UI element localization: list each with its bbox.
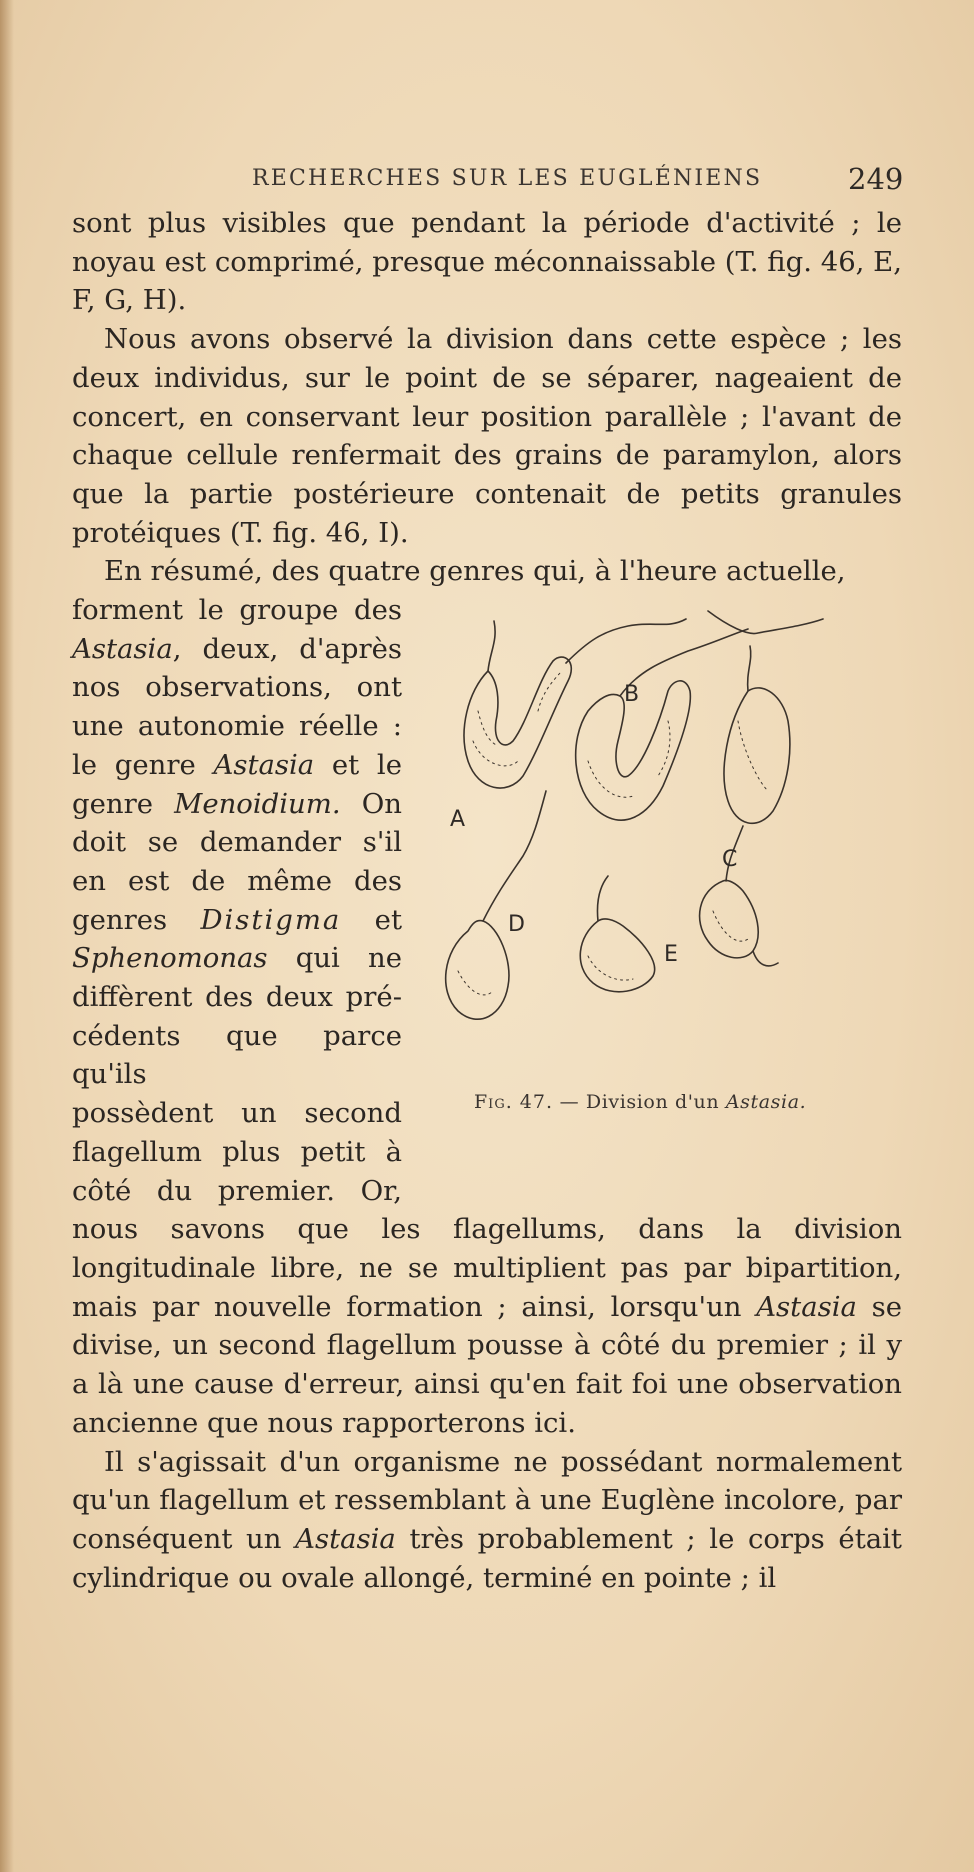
- cell-d-flagellum: [483, 791, 546, 921]
- wrap-line: [72, 939, 402, 978]
- taxon-name: Sphenomonas: [72, 942, 268, 975]
- paragraph-4: [72, 1443, 902, 1598]
- wrap-line: [72, 785, 402, 824]
- paragraph-1: sont plus visibles que pendant la période d'activité ; le noyau est comprimé, presque méconnaissable (T. fig. 46, E, F, G, H).: [72, 207, 902, 317]
- wrap-line: [72, 901, 402, 940]
- figure-caption-number: Fig. 47.: [474, 1091, 553, 1114]
- wrap-line: diffèrent des deux pré-: [72, 981, 402, 1014]
- wrap-line: doit se demander s'il: [72, 826, 402, 859]
- euglenoid-division-drawing: [428, 591, 902, 1091]
- wrapped-text-with-figure: [72, 591, 902, 1210]
- wrap-text: , deux, d'après: [172, 632, 402, 665]
- cell-c-outline: [724, 688, 790, 823]
- wrap-text: et le: [314, 748, 402, 781]
- wrap-line: cédents que parce qu'ils: [72, 1019, 402, 1091]
- wrap-line: en est de même des: [72, 864, 402, 897]
- cell-a-flagellum: [488, 621, 495, 671]
- figure-label-e: E: [664, 942, 678, 968]
- paragraph-3-continued: [72, 1210, 902, 1442]
- taxon-name: Astasia: [72, 632, 173, 665]
- paragraph-2: Nous avons observé la division dans cette espèce ; les deux individus, sur le point de se séparer, nageaient de concert, en conservant leur position parallèle ; l'avant de chaque cellule renfermait des grains de paramylon, alors que la partie postérieure contenait de petits granules protéiques (T. fig. 46, I).: [72, 323, 902, 549]
- paragraph-text: très probablement ; le corps était cylindrique ou ovale allongé, terminé en pointe ; il: [72, 1522, 902, 1594]
- after-figure-text: [72, 1210, 902, 1597]
- wrap-line: [72, 746, 402, 785]
- wrap-text: genre: [72, 787, 175, 820]
- wrap-text: qui ne: [267, 942, 402, 975]
- cell-e-stippling: [588, 956, 633, 980]
- wrap-line: [72, 630, 402, 669]
- body-text: [72, 204, 902, 1597]
- wrap-text: On: [340, 787, 402, 820]
- running-head: [0, 162, 974, 202]
- wrap-text: le genre: [72, 748, 214, 781]
- page-number: 249: [848, 162, 904, 196]
- wrap-line: nos observations, ont: [72, 671, 402, 704]
- cell-d-stippling: [458, 971, 493, 995]
- flagellum-top-right: [708, 611, 823, 634]
- cell-b-stippling: [588, 721, 670, 797]
- cell-e-outline: [580, 919, 654, 992]
- cell-a-stippling: [473, 673, 560, 766]
- paragraph-text: nous savons que les flagellums, dans la division longitudinale libre, ne se multiplient pas par bipartition, mais par nouvelle formation ; ainsi, lorsqu'un: [72, 1213, 902, 1323]
- figure-label-b: B: [624, 682, 640, 708]
- figure-label-a: A: [450, 807, 466, 833]
- cell-b-flagellum: [620, 629, 748, 696]
- wrap-text: genres: [72, 903, 201, 936]
- cell-a-outline: [464, 657, 571, 788]
- paragraph-3-first-line: En résumé, des quatre genres qui, à l'heure actuelle,: [104, 555, 846, 588]
- taxon-name: Astasia: [295, 1522, 396, 1555]
- wrap-line: flagellum plus petit à: [72, 1135, 402, 1168]
- wrap-text: et: [341, 903, 402, 936]
- wrap-line: forment le groupe des: [72, 594, 402, 627]
- paragraph-text: se divise, un second flagellum pousse à côté du premier ; il y a là une cause d'erreur, ainsi qu'en fait foi une observation ancienne que nous rapporterons ici.: [72, 1290, 902, 1439]
- running-title: RECHERCHES SUR LES EUGLÉNIENS: [252, 166, 763, 191]
- taxon-name: Astasia: [213, 748, 315, 781]
- wrap-line: possèdent un second: [72, 1097, 402, 1130]
- cell-c-lower-outline: [700, 881, 759, 958]
- paragraph-text: Il s'agissait d'un organisme ne possédant normalement qu'un flagellum et ressemblant à une Euglène incolore, par conséquent un: [72, 1445, 902, 1555]
- cell-c-flagellum: [748, 646, 751, 691]
- taxon-name: Astasia: [756, 1290, 857, 1323]
- taxon-name: Menoidium.: [174, 787, 341, 820]
- figure-caption: [474, 1091, 894, 1113]
- wrap-column: [72, 591, 402, 1210]
- cell-c-end-flagellum: [753, 951, 778, 966]
- taxon-name: Distigma: [200, 903, 342, 936]
- cell-a-flagellum-2: [566, 619, 686, 663]
- cell-e-flagellum: [597, 876, 608, 921]
- figure-47: [428, 591, 902, 1151]
- wrap-line: côté du premier. Or,: [72, 1174, 402, 1207]
- figure-label-c: C: [722, 847, 738, 873]
- figure-caption-taxon: Astasia.: [725, 1091, 807, 1114]
- cell-d-outline: [446, 921, 509, 1020]
- figure-label-d: D: [508, 912, 525, 938]
- page-edge-shadow: [0, 0, 14, 1872]
- wrap-line: une autonomie réelle :: [72, 710, 402, 743]
- figure-caption-text: — Division d'un: [553, 1091, 726, 1114]
